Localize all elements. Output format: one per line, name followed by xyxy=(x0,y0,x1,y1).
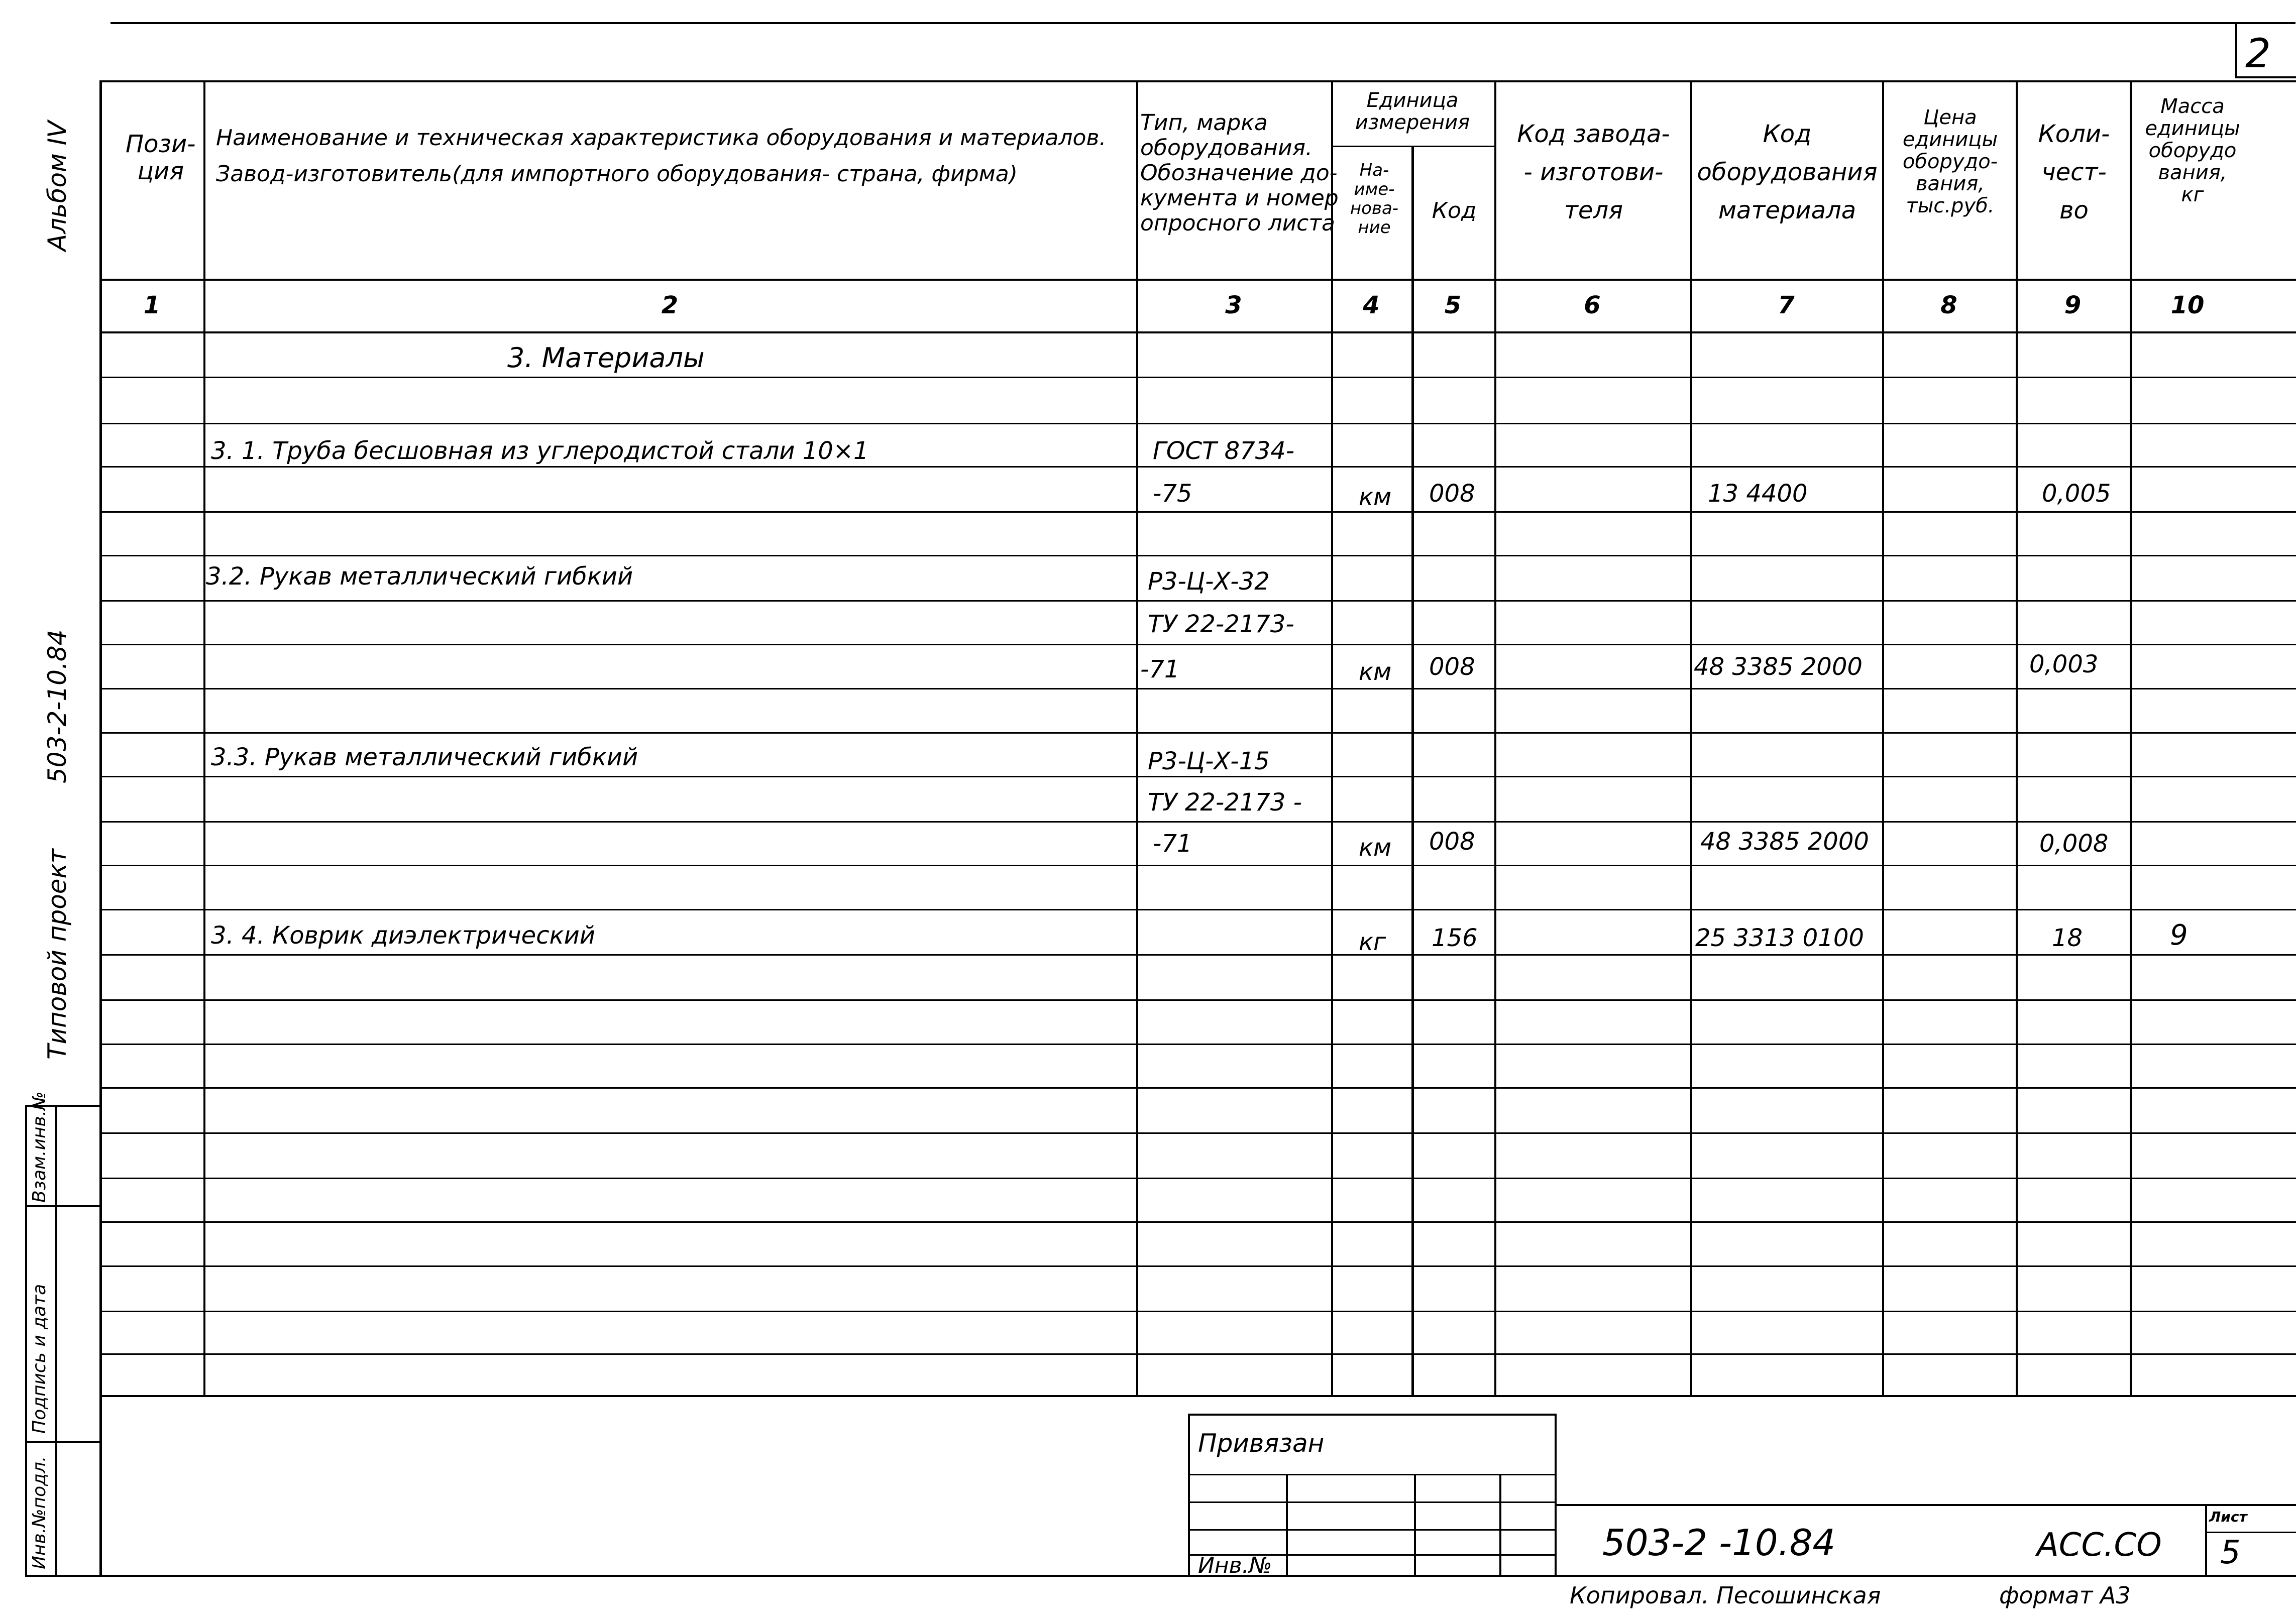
margin-field-signature-date: Подпись и дата xyxy=(29,1284,50,1434)
header-unit: Единица измерения xyxy=(1355,89,1470,134)
stamp-set-code: АСС.СО xyxy=(2037,1527,2162,1564)
item-4-unit: кг xyxy=(1359,928,1386,956)
item-2-type-line-3: -71 xyxy=(1140,655,1180,683)
item-2-unit: км xyxy=(1359,658,1392,686)
item-4-unit-code: 156 xyxy=(1432,924,1478,952)
header-quantity: Коли- чест- во xyxy=(2038,120,2110,224)
item-1-type-line-2: -75 xyxy=(1153,480,1192,508)
item-2-type-line-1: Р3-Ц-Х-32 xyxy=(1148,567,1270,596)
item-2-qty: 0,003 xyxy=(2029,650,2099,678)
item-3-name: 3.3. Рукав металлический гибкий xyxy=(211,743,638,771)
item-4-material-code: 25 3313 0100 xyxy=(1695,924,1864,952)
item-4-qty: 18 xyxy=(2052,924,2083,952)
stamp-copied-by: Копировал. Песошинская xyxy=(1570,1582,1881,1609)
stamp-format: формат А3 xyxy=(1999,1582,2131,1609)
item-2-material-code: 48 3385 2000 xyxy=(1694,653,1863,681)
item-3-material-code: 48 3385 2000 xyxy=(1700,828,1869,856)
margin-project-code: 503-2-10.84 xyxy=(43,629,72,783)
item-4-mass: 9 xyxy=(2170,919,2188,952)
item-1-type-line-1: ГОСТ 8734- xyxy=(1153,437,1295,465)
margin-field-replace-inv: Взам.инв.№ xyxy=(29,1091,50,1203)
item-1-unit: км xyxy=(1359,483,1392,511)
item-3-type-line-3: -71 xyxy=(1153,830,1192,858)
header-factory-code: Код завода- - изготови- теля xyxy=(1517,120,1670,224)
colnum-10: 10 xyxy=(2170,291,2205,319)
colnum-8: 8 xyxy=(1940,291,1957,319)
header-equipment-code: Код оборудования материала xyxy=(1697,120,1878,224)
item-2-name: 3.2. Рукав металлический гибкий xyxy=(206,562,633,591)
stamp-doc-code: 503-2 -10.84 xyxy=(1602,1522,1836,1564)
item-3-type-line-2: ТУ 22-2173 - xyxy=(1148,788,1302,817)
item-1-unit-code: 008 xyxy=(1429,480,1475,508)
header-name: Наименование и техническая характеристика оборудования и материалов. Завод-изготовитель(для импортного оборудования- страна, фирма) xyxy=(216,125,1107,187)
item-1-material-code: 13 4400 xyxy=(1708,480,1808,508)
item-3-unit: км xyxy=(1359,834,1392,862)
colnum-9: 9 xyxy=(2064,291,2082,319)
header-unit-name: На- име- нова- ние xyxy=(1350,160,1399,238)
header-type: Тип, марка оборудования. Обозначение до- кумента и номер опросного листа xyxy=(1140,110,1339,236)
stamp-sheet-number: 5 xyxy=(2220,1534,2241,1571)
margin-project-type: Типовой проект xyxy=(43,849,72,1060)
page-number: 2 xyxy=(2245,30,2271,77)
item-2-unit-code: 008 xyxy=(1429,653,1475,681)
header-unit-code: Код xyxy=(1432,198,1477,223)
margin-album: Альбом IV xyxy=(43,121,72,251)
colnum-6: 6 xyxy=(1584,291,1601,319)
colnum-7: 7 xyxy=(1778,291,1795,319)
section-title: 3. Материалы xyxy=(507,342,705,374)
colnum-2: 2 xyxy=(661,291,679,319)
item-1-qty: 0,005 xyxy=(2042,480,2111,508)
colnum-1: 1 xyxy=(143,291,161,319)
margin-field-inv-orig: Инв.№подл. xyxy=(29,1456,50,1569)
item-4-name: 3. 4. Коврик диэлектрический xyxy=(211,921,595,950)
item-3-type-line-1: Р3-Ц-Х-15 xyxy=(1148,747,1270,775)
stamp-attached-label: Привязан xyxy=(1198,1429,1325,1458)
item-3-qty: 0,008 xyxy=(2039,830,2109,858)
colnum-3: 3 xyxy=(1225,291,1242,319)
stamp-inv-no-label: Инв.№ xyxy=(1198,1553,1272,1578)
header-mass: Масса единицы оборудо вания, кг xyxy=(2145,95,2240,206)
stamp-sheet-label: Лист xyxy=(2209,1509,2247,1525)
header-price: Цена единицы оборудо- вания, тыс.руб. xyxy=(1902,106,1998,217)
header-position: Пози- ция xyxy=(126,130,196,185)
item-1-name: 3. 1. Труба бесшовная из углеродистой стали 10×1 xyxy=(211,437,869,465)
colnum-5: 5 xyxy=(1444,291,1462,319)
colnum-4: 4 xyxy=(1363,291,1380,319)
item-2-type-line-2: ТУ 22-2173- xyxy=(1148,610,1294,638)
item-3-unit-code: 008 xyxy=(1429,828,1475,856)
